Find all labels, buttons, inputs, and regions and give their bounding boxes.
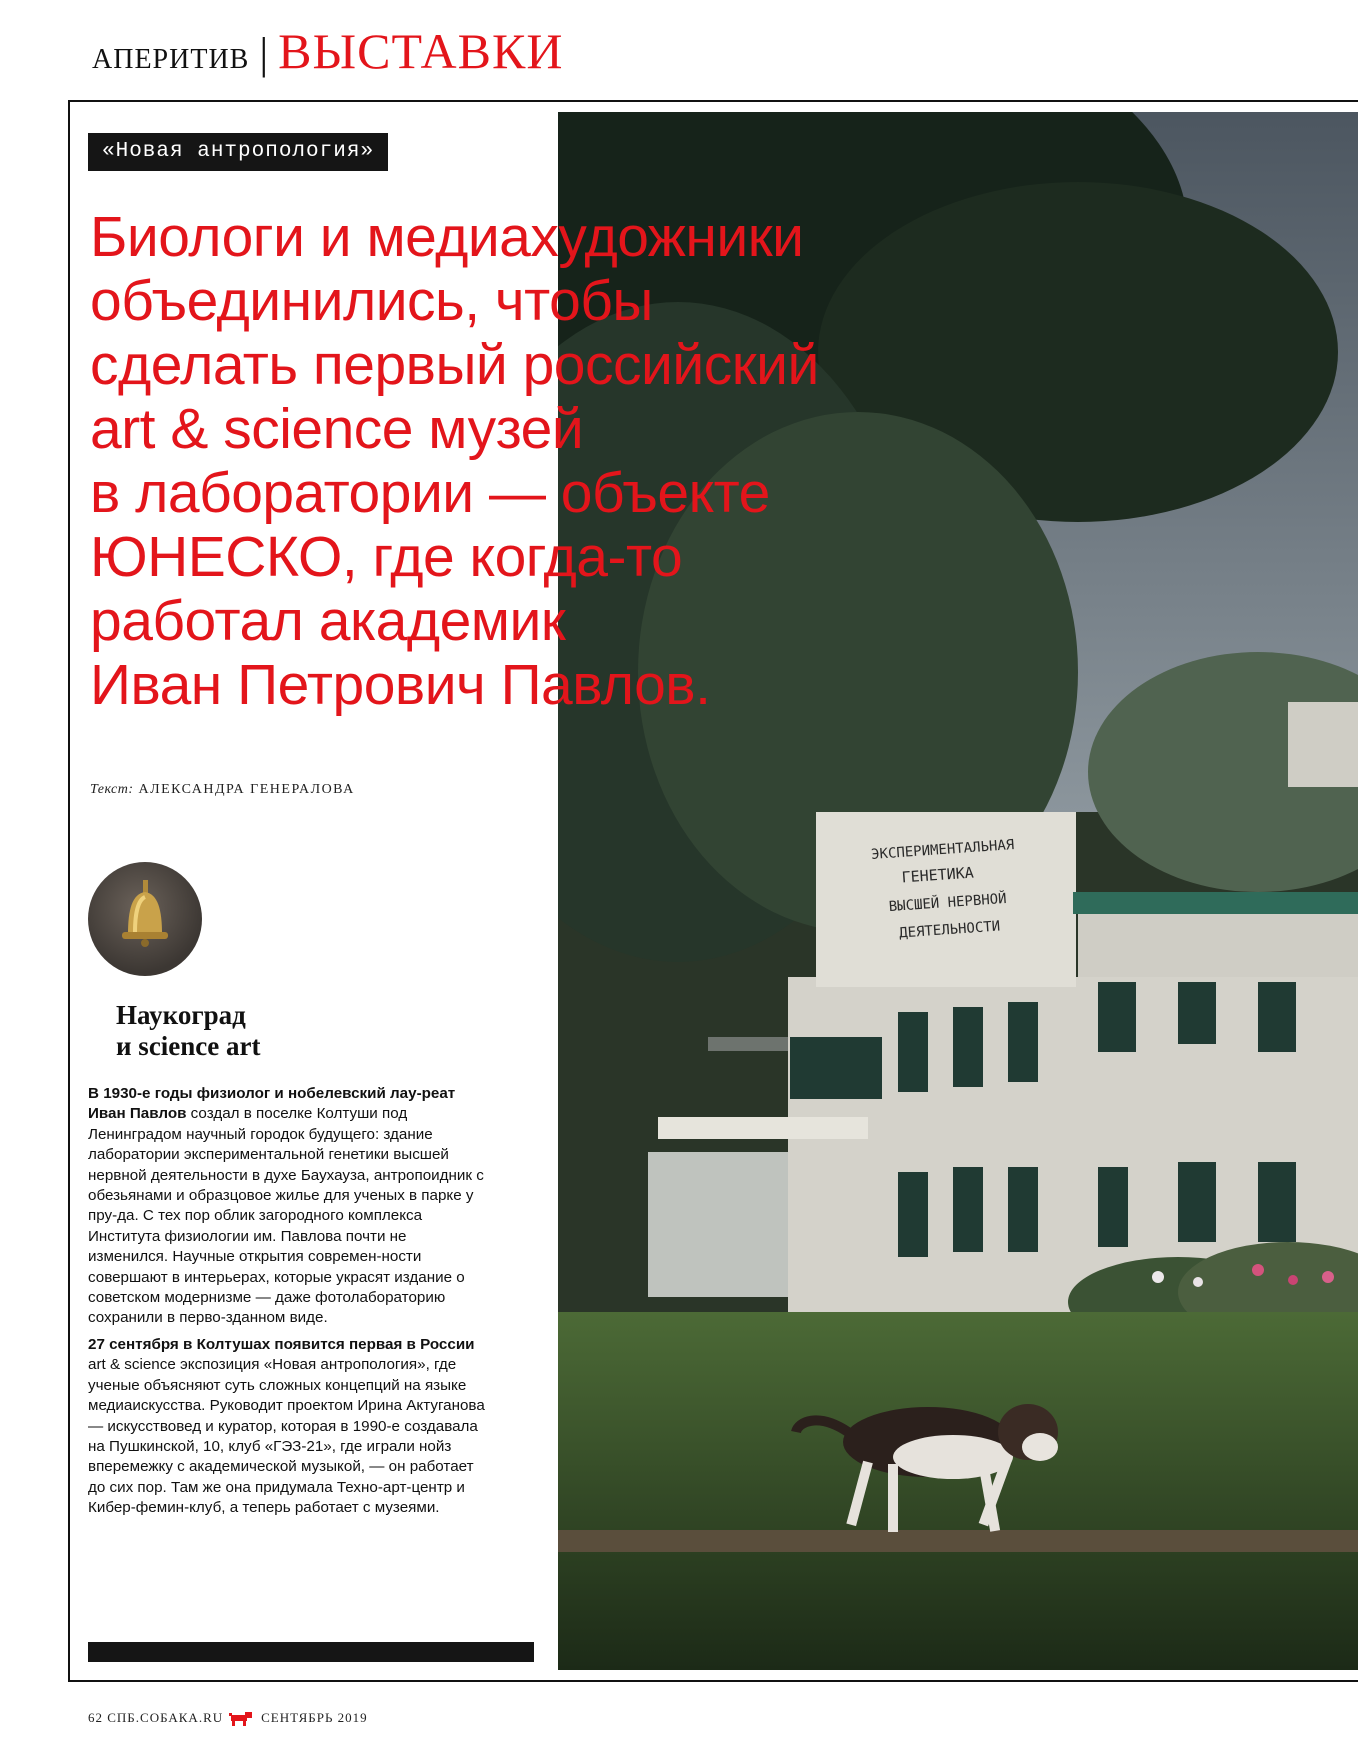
paragraph-text: art & science экспозиция «Новая антропология», где ученые объясняют суть сложных концепций на языке медиаискусства. Руководит проектом Ирина Актуганова — искусствовед и куратор, которая в 1990-е создавала на Пушкинской, 10, клуб «ГЭЗ-21», где играли нойз вперемежку с академической музыкой, — он работает до сих пор. Там же она придумала Техно-арт-центр и Кибер-фемин-клуб, а теперь работает с музеями.: [88, 1356, 485, 1517]
paragraph: [88, 1335, 488, 1519]
headline-line: в лаборатории — объекте: [90, 461, 770, 525]
headline-line: сделать первый российский: [90, 333, 819, 397]
byline-label: Текст:: [90, 782, 134, 797]
section-header: [92, 22, 563, 82]
byline: [90, 782, 355, 798]
paragraph: [88, 1084, 488, 1329]
headline: [90, 205, 1190, 717]
dog-logo-icon: [229, 1710, 255, 1726]
header-separator: |: [259, 29, 269, 78]
paragraph-text: создал в поселке Колтуши под Ленинградом научный городок будущего: здание лаборатории экспериментальной генетики высшей нервной деятельности в духе Баухауза, антропоидник с обезьянами и образцовое жилье для ученых в парке у пру-да. С тех пор облик загородного комплекса Института физиологии им. Павлова почти не изменился. Научные открытия современ-ности совершают в интерьерах, которые украсят издание о советском модернизме — даже фотолабораторию сохранили в перво-зданном виде.: [88, 1105, 484, 1327]
issue-date: СЕНТЯБРЬ 2019: [261, 1710, 368, 1725]
headline-line: Иван Петрович Павлов.: [90, 653, 711, 717]
headline-line: работал академик: [90, 589, 566, 653]
lead-in: 27 сентября в Колтушах появится первая в России: [88, 1335, 475, 1353]
exhibition-tag: «Новая антропология»: [88, 133, 388, 171]
page-footer: [88, 1710, 368, 1726]
section-name: АПЕРИТИВ: [92, 44, 250, 75]
lead-in: В 1930-е годы физиолог и нобелевский лау-реат Иван Павлов: [88, 1085, 456, 1123]
headline-line: ЮНЕСКО, где когда-то: [90, 525, 683, 589]
svg-text:ДЕЯТЕЛЬНОСТИ: ДЕЯТЕЛЬНОСТИ: [898, 918, 1001, 942]
subhead-line: Наукоград: [116, 1000, 246, 1030]
headline-line: art & science музей: [90, 397, 584, 461]
page-number: 62: [88, 1710, 103, 1725]
svg-text:ВЫСШЕЙ НЕРВНОЙ: ВЫСШЕЙ НЕРВНОЙ: [888, 890, 1008, 916]
svg-text:ГЕНЕТИКА: ГЕНЕТИКА: [900, 863, 975, 887]
bell-icon: [88, 862, 202, 976]
headline-line: объединились, чтобы: [90, 269, 653, 333]
headline-line: Биологи и медиахудожники: [90, 205, 804, 269]
svg-text:ЭКСПЕРИМЕНТАЛЬНАЯ: ЭКСПЕРИМЕНТАЛЬНАЯ: [870, 837, 1015, 863]
column-end-bar: [88, 1642, 534, 1662]
byline-author: АЛЕКСАНДРА ГЕНЕРАЛОВА: [138, 782, 355, 797]
rubric-name: ВЫСТАВКИ: [278, 23, 564, 79]
subhead-line: и science art: [116, 1031, 261, 1061]
subhead: [116, 1000, 261, 1062]
site-name: СПБ.СОБАКА.RU: [107, 1710, 224, 1725]
article-body: [88, 1084, 488, 1525]
